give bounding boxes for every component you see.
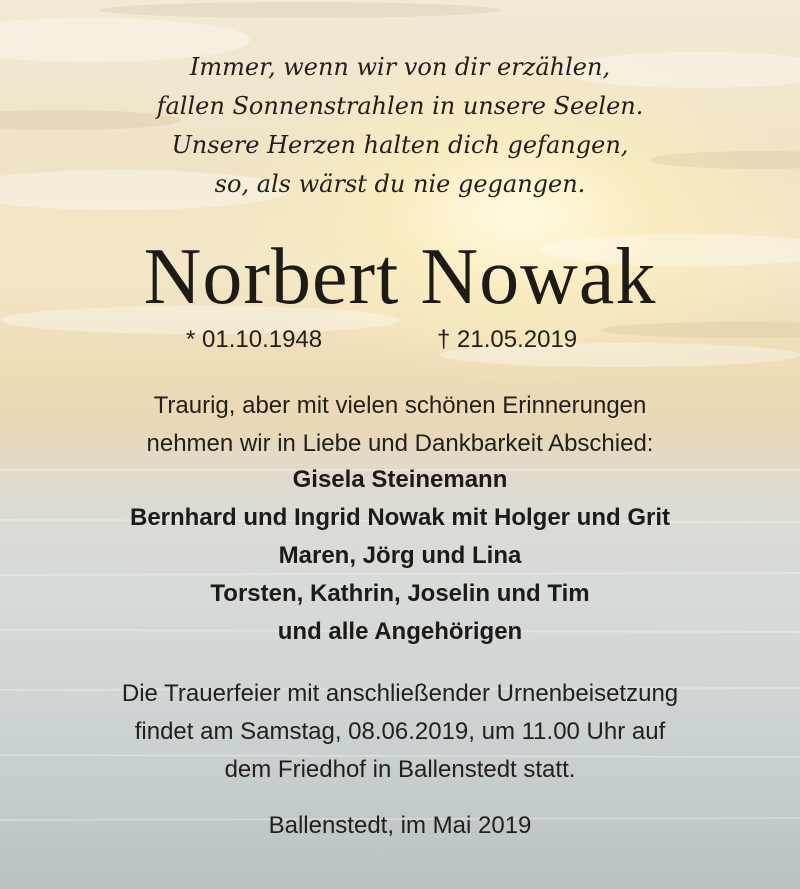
mourner-line: und alle Angehörigen <box>277 618 523 645</box>
service-line: dem Friedhof in Ballenstedt statt. <box>224 756 576 783</box>
funeral-service-info <box>0 675 800 789</box>
service-line: Die Trauerfeier mit anschließender Urnenbeisetzung <box>121 680 679 707</box>
intro-line: Traurig, aber mit vielen schönen Erinnerungen <box>153 392 647 419</box>
mourner-line: Gisela Steinemann <box>292 466 508 493</box>
mourner-line: Torsten, Kathrin, Joselin und Tim <box>210 580 590 607</box>
service-line: findet am Samstag, 08.06.2019, um 11.00 Uhr auf <box>134 718 666 745</box>
life-dates <box>0 323 800 357</box>
mourners-list <box>0 461 800 651</box>
poem-line: Immer, wenn wir von dir erzählen, <box>189 53 611 81</box>
death-date: † 21.05.2019 <box>437 326 578 353</box>
farewell-intro <box>0 387 800 463</box>
place-and-date: Ballenstedt, im Mai 2019 <box>268 812 532 839</box>
intro-line: nehmen wir in Liebe und Dankbarkeit Abschied: <box>146 430 654 457</box>
memorial-poem <box>0 48 800 204</box>
mourner-line: Bernhard und Ingrid Nowak mit Holger und Grit <box>129 504 670 531</box>
deceased-name: Norbert Nowak <box>143 233 657 321</box>
birth-date: * 01.10.1948 <box>186 326 323 353</box>
poem-line: Unsere Herzen halten dich gefangen, <box>171 131 629 159</box>
mourner-line: Maren, Jörg und Lina <box>278 542 522 569</box>
poem-line: fallen Sonnenstrahlen in unsere Seelen. <box>156 92 644 120</box>
poem-line: so, als wärst du nie gegangen. <box>214 170 586 198</box>
